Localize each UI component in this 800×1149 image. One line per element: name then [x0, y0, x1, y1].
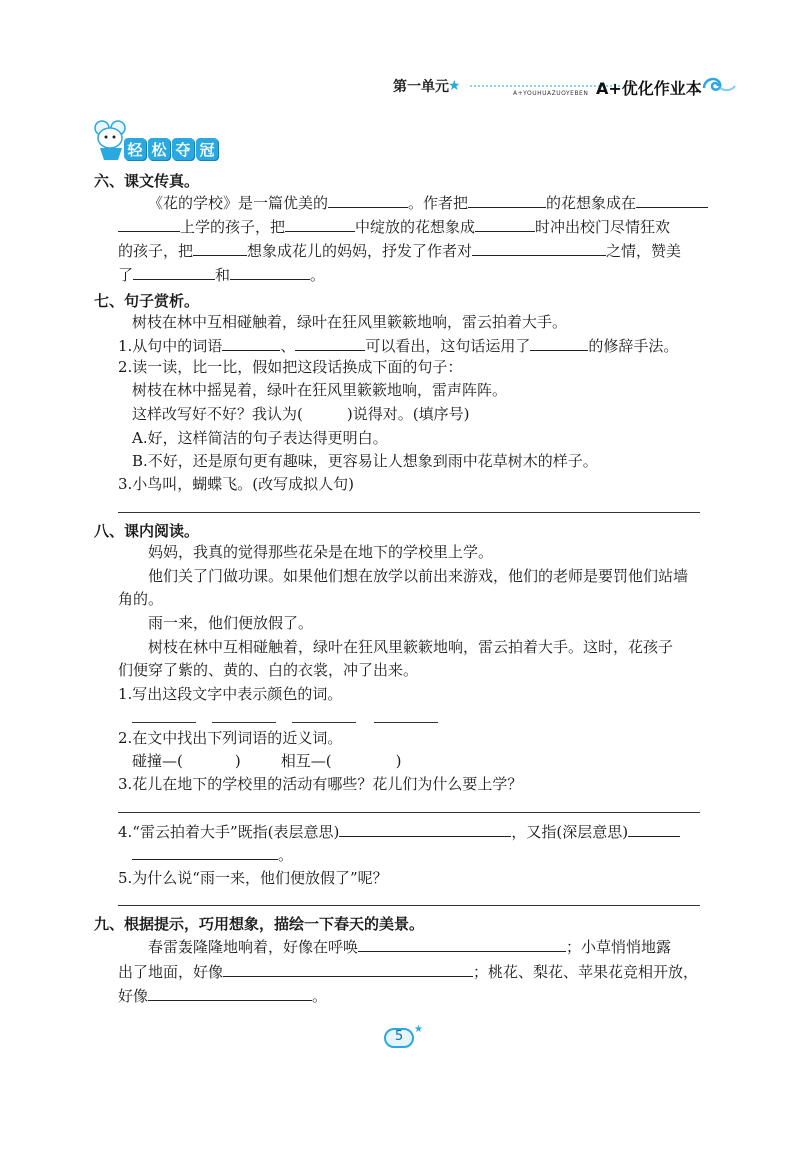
option-b: B.不好，还是原句更有趣味，更容易让人想象到雨中花草树木的样子。: [132, 452, 598, 470]
brand-title: A+优化作业本: [596, 79, 702, 98]
section-6-title: 六、课文传真。: [94, 172, 200, 190]
star-icon: ★: [448, 78, 461, 94]
s9-line-1: 春雷轰隆隆地响着，好像在呼唤 ；小草悄悄地露: [148, 935, 671, 958]
s7-question-2-ask: 这样改写好不好？我认为( )说得对。(填序号): [132, 405, 470, 423]
blank[interactable]: [230, 263, 310, 280]
answer-line[interactable]: [118, 512, 700, 513]
s7-question-2: 2.读一读，比一比，假如把这段话换成下面的句子：: [118, 358, 463, 376]
answer-line[interactable]: [132, 722, 196, 723]
badge-char: 松: [148, 138, 170, 160]
s8-question-4: 4.“雷云拍着大手”既指(表层意思) ，又指(深层意思): [118, 820, 680, 843]
page-number-badge: [378, 1026, 426, 1050]
blank[interactable]: [328, 191, 408, 208]
passage-p2-b: 角的。: [118, 590, 164, 608]
blank[interactable]: [339, 820, 511, 837]
blank[interactable]: [295, 334, 365, 351]
answer-line[interactable]: [212, 722, 276, 723]
passage-p3: 雨一来，他们便放假了。: [148, 614, 314, 632]
answer-line[interactable]: [374, 722, 438, 723]
blank[interactable]: [472, 239, 606, 256]
s8-question-5: 5.为什么说“雨一来，他们便放假了”呢？: [118, 869, 388, 887]
passage-p4-a: 树枝在林中互相碰触着，绿叶在狂风里簌簌地响，雷云拍着大手。这时，花孩子: [148, 638, 674, 656]
blank[interactable]: [636, 191, 708, 208]
blank[interactable]: [193, 239, 247, 256]
section-8-title: 八、课内阅读。: [94, 522, 200, 540]
passage-p1: 妈妈，我真的觉得那些花朵是在地下的学校里上学。: [148, 543, 494, 561]
s8-question-1: 1.写出这段文字中表示颜色的词。: [118, 685, 343, 703]
synonym-items: 碰撞—( ) 相互—( ): [132, 752, 402, 770]
brand-pinyin: A+YOUHUAZUOYEBEN: [513, 90, 589, 97]
blank[interactable]: [475, 215, 535, 232]
s6-line-3: 的孩子，把 想象成花儿的妈妈，抒发了作者对 之情，赞美: [118, 239, 681, 262]
passage-p4-b: 们便穿了紫的、黄的、白的衣裳，冲了出来。: [118, 661, 419, 679]
blank[interactable]: [223, 960, 473, 977]
badge-char: 轻: [124, 138, 146, 160]
blank[interactable]: [148, 984, 312, 1001]
blank[interactable]: [132, 843, 278, 860]
passage-p2-a: 他们关了门做功课。如果他们想在放学以前出来游戏，他们的老师是要罚他们站墙: [148, 567, 689, 585]
s8-question-2: 2.在文中找出下列词语的近义词。: [118, 729, 343, 747]
badge-char: 夺: [172, 138, 194, 160]
rewritten-sentence: 树枝在林中摇晃着，绿叶在狂风里簌簌地响，雷声阵阵。: [132, 381, 508, 399]
badge-char: 冠: [196, 138, 218, 160]
blank[interactable]: [468, 191, 546, 208]
answer-line[interactable]: [118, 905, 700, 906]
answer-line[interactable]: [292, 722, 356, 723]
s8-question-4-cont: 。: [132, 843, 293, 866]
blank[interactable]: [628, 820, 680, 837]
s7-question-1: 1.从句中的词语 、 可以看出，这句话运用了 的修辞手法。: [118, 334, 678, 357]
s9-line-2: 出了地面，好像 ；桃花、梨花、苹果花竞相开放，: [118, 960, 698, 983]
blank[interactable]: [222, 334, 280, 351]
section-7-title: 七、句子赏析。: [94, 292, 200, 310]
s6-line-2: 上学的孩子，把 中绽放的花想象成 时冲出校门尽情狂欢: [118, 215, 670, 238]
s8-question-3: 3.花儿在地下的学校里的活动有哪些？花儿们为什么要上学？: [118, 775, 523, 793]
section-9-title: 九、根据提示，巧用想象，描绘一下春天的美景。: [94, 915, 425, 933]
swirl-icon: [700, 74, 736, 96]
blank[interactable]: [118, 215, 180, 232]
answer-line[interactable]: [118, 812, 700, 813]
s7-question-3: 3.小鸟叫，蝴蝶飞。(改写成拟人句): [118, 475, 355, 493]
page-number: 5: [394, 1029, 404, 1044]
blank[interactable]: [133, 263, 215, 280]
quote-sentence: 树枝在林中互相碰触着，绿叶在狂风里簌簌地响，雷云拍着大手。: [132, 313, 568, 331]
option-a: A.好，这样简洁的句子表达得更明白。: [132, 429, 388, 447]
blank[interactable]: [285, 215, 355, 232]
blank[interactable]: [530, 334, 588, 351]
s6-line-4: 了 和 。: [118, 263, 325, 286]
s9-line-3: 好像 。: [118, 984, 327, 1007]
s6-line-1: 《花的学校》是一篇优美的 。作者把 的花想象成在: [148, 191, 708, 214]
blank[interactable]: [358, 935, 566, 952]
badge-title: [124, 138, 218, 160]
star-icon: ★: [414, 1024, 423, 1035]
unit-label: 第一单元: [393, 79, 449, 95]
